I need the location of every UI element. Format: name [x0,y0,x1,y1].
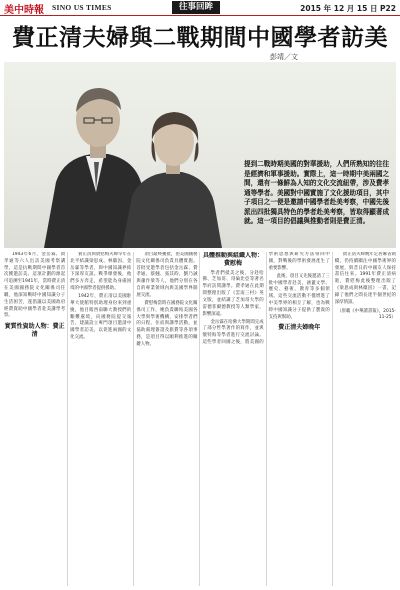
article-subhead: 費正清夫婦晚年 [278,324,321,332]
source-note: （原載《中華讀書報》，2015-11-25） [337,308,396,321]
section-tag: 往事回眸 [172,1,220,14]
body-paragraph: 此後，項目又先後邀請了三批中國學者赴美，涵蓋文學、歷史、藝術、教育等多個領域。這些交流活動不僅增進了中美學界的相互了解，也為戰時中國知識分子提供了寶貴的支持與幫助。 [268,273,330,320]
article-headline: 費正清夫婦與二戰期間中國學者訪美 [12,25,388,51]
body-paragraph: 金岳霖在哈佛大學期間完成了部分哲學著作的寫作，並與懷特海等學者進行交流討論。這些學者回國之後，將美國的學術思想與研究方法帶回中國，對戰後的學術發展產生了重要影響。 [202,252,330,346]
newspaper-logo: 美中時報 [4,5,44,16]
body-paragraph: 1943年6月，金岳霖、費孝通等六人出訪美國考察講學，這是抗戰期間中國學者首次獲邀訪美。這項計劃的源起可追溯至1941年，當時費正清在美國國務院文化關係司任職，他深知戰時中國知識分子生活困苦，遂倡議以美國政府經費資助中國學者赴美講學考察。 [4,252,66,319]
article-subhead: 具體推動與組織人物：費慰梅 [203,252,264,267]
body-paragraph: 學者們抵美之後，分赴哈佛、芝加哥、哥倫比亞等著名學府訪問講學。費孝通在此期間整理出版了《雲南三村》英文版，並結識了芝加哥大學的雷德菲爾德教授等人類學家，影響深遠。 [202,270,264,317]
newspaper-name-english: SINO US TIMES [52,3,112,12]
body-paragraph: 費正清夫婦晚年定居麻省劍橋，仍持續關注中國學術界的發展，與昔日的中國友人保持書信往來。1991年費正清病逝，費慰梅此後整理出版了《梁思成與林徽因》一書，記錄了他們之間長達半個世紀的深厚情誼。 [334,252,396,305]
photo-caption: 提到二戰時期美國的對華援助，人們所熟知的往往是經濟和軍事援助。實際上，這一時期中美兩國之間，還有一條鮮為人知的文化交流紐帶，涉及費孝通等學者。美國對中國實施了文化援助項目，其中子項目之一便是邀請中國學者赴美考察，中國先後派出四批獨具特色的學者赴美考察，皆取得顯著成就。這一項目的倡議與推動者則是費正清。 [244,160,390,226]
article-byline: 彭靖／文 [270,53,298,61]
body-paragraph: 1942年，費正清以美國駐華大使館特別助理身份來到重慶，他目睹西南聯大教授們的艱難處境，向國務院提交報告，建議設立專門項目邀請中國學者訪美，以促進兩國的文化交流。 [70,294,132,341]
body-paragraph: 項目最終獲批，由美國國務院文化關係司負責具體實施。首批受邀學者包括金岳霖、費孝通、蔡翹、張其昀、劉乃誠與蕭作梁等人，他們分別在各自的專業領域內與美國學界開展交流。 [136,252,198,298]
article-body [4,252,396,586]
body-paragraph: 費慰梅當時在國務院文化關係司工作，她負責聯絡美國各大學與學術機構，安排學者們的日程、住宿與講學活動，並協助處理簽證及旅費等各項事務，是項目得以順利推進的關鍵人物。 [136,300,198,347]
body-paragraph: 費正清與費慰梅夫婦早年在北平結識梁思成、林徽因、金岳霖等學者，與中國知識界結下深厚友誼。戰爭爆發後，他們多方奔走，希望能為身處困境的中國學者提供援助。 [70,252,132,292]
issue-date-page: 2015 年 12 月 15 日 P22 [300,4,396,13]
article-photo [4,62,396,248]
article-subhead: 實質性資助人物：費正清 [4,323,65,339]
masthead [0,0,400,16]
